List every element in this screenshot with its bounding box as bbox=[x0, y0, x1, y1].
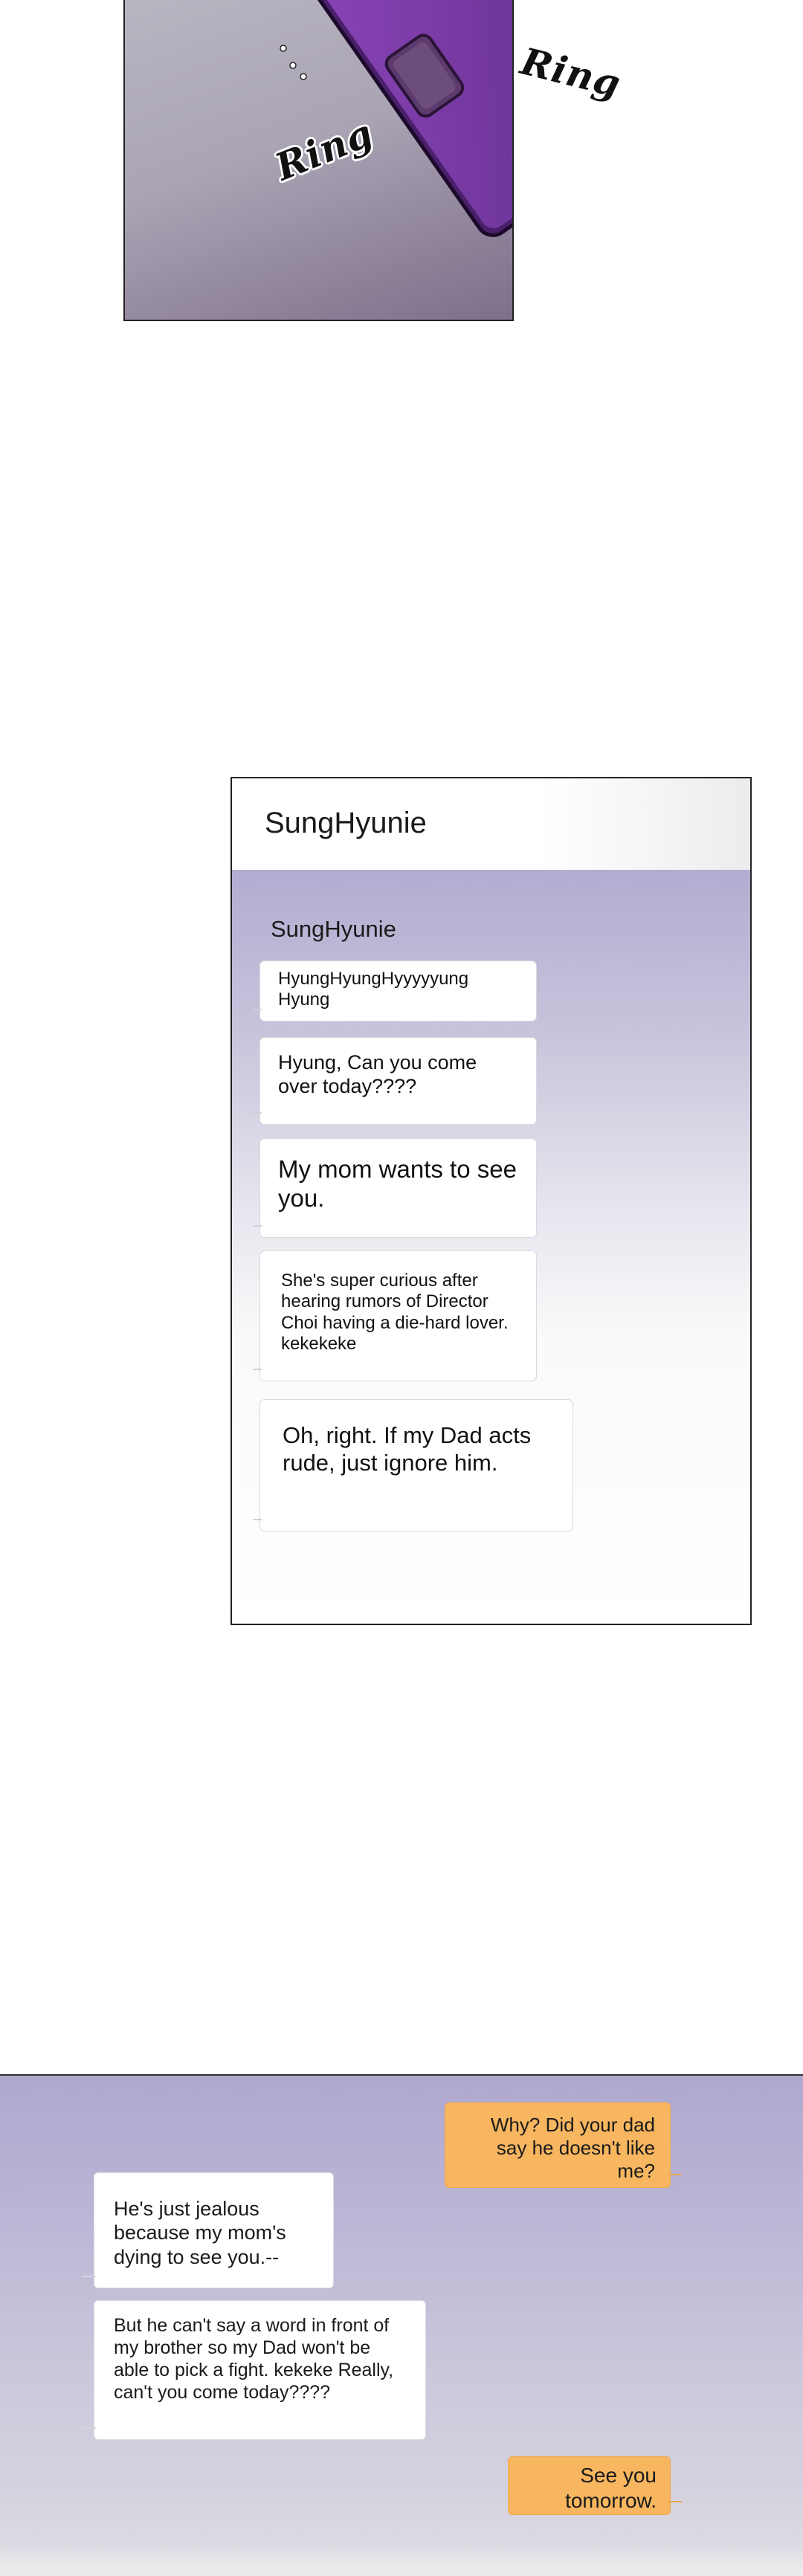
chat-message-bubble: Oh, right. If my Dad acts rude, just ignore him. bbox=[259, 1399, 573, 1531]
outgoing-message-bubble: See you tomorrow. bbox=[508, 2456, 671, 2515]
chat-body bbox=[232, 870, 750, 1624]
incoming-message-bubble: But he can't say a word in front of my brother so my Dad won't be able to pick a fight. kekeke Really, can't you come today???? bbox=[94, 2300, 426, 2440]
panel-reply-conversation bbox=[0, 2074, 803, 2576]
sfx-ring-right: Ring bbox=[516, 39, 625, 106]
phone-icon bbox=[288, 0, 514, 242]
chat-sender-name: SungHyunie bbox=[271, 916, 396, 942]
chat-header-title: SungHyunie bbox=[265, 807, 427, 839]
chat-message-bubble: My mom wants to see you. bbox=[259, 1138, 537, 1238]
vibration-dots bbox=[280, 45, 306, 80]
chat-message-bubble: HyungHyungHyyyyyung Hyung bbox=[259, 961, 537, 1021]
chat-message-bubble: Hyung, Can you come over today???? bbox=[259, 1037, 537, 1125]
chat-header bbox=[232, 778, 750, 870]
incoming-message-bubble: He's just jealous because my mom's dying to see you.-- bbox=[94, 2172, 334, 2288]
floor-shading bbox=[0, 2546, 803, 2576]
sfx-ring-left: Ring bbox=[268, 110, 379, 190]
outgoing-message-bubble: Why? Did your dad say he doesn't like me? bbox=[445, 2102, 671, 2188]
chat-message-bubble: She's super curious after hearing rumors of Director Choi having a die-hard lover. kekekeke bbox=[259, 1250, 537, 1381]
panel-chat-screen bbox=[230, 777, 752, 1625]
